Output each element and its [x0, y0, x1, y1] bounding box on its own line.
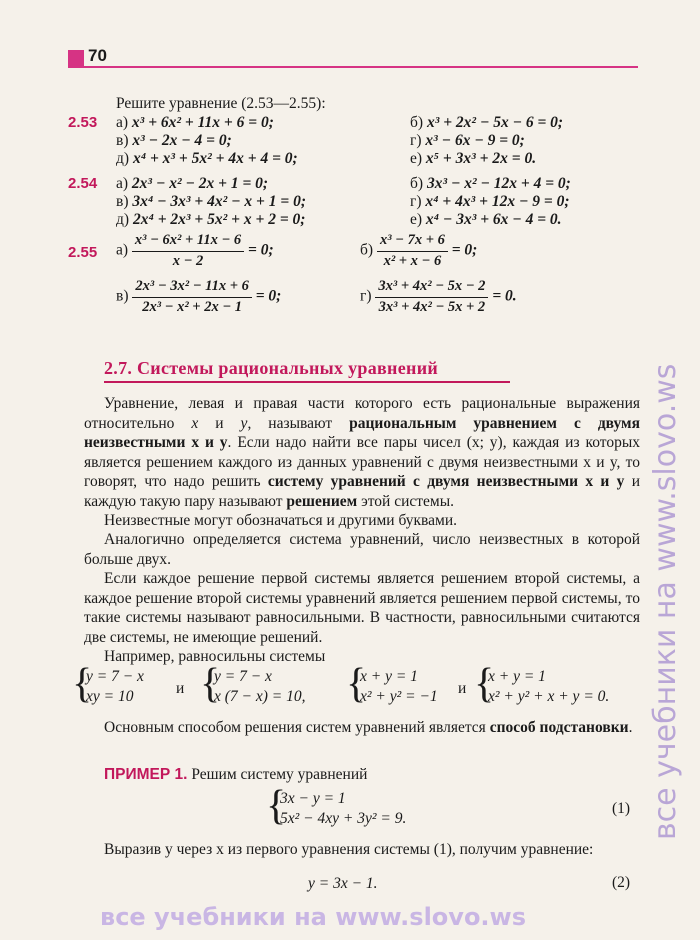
ex-2-53-g: г) x³ − 6x − 9 = 0; — [410, 132, 525, 149]
ex-2-54-e: е) x⁴ − 3x³ + 6x − 4 = 0. — [410, 211, 562, 228]
exercise-number-2-54: 2.54 — [68, 175, 98, 192]
substitution-paragraph: Основным способом решения систем уравнений является способ подстановки. — [104, 719, 633, 736]
header-rule — [68, 66, 638, 68]
ex-2-54-v: в) 3x⁴ − 3x³ + 4x² − x + 1 = 0; — [116, 193, 306, 210]
page-number: 70 — [88, 46, 107, 65]
ex-2-53-e: е) x⁵ + 3x³ + 2x = 0. — [410, 150, 537, 167]
ex-2-54-g: г) x⁴ + 4x³ + 12x − 9 = 0; — [410, 193, 570, 210]
bottom-watermark: все учебники на www.slovo.ws — [100, 903, 526, 931]
and-word-2: и — [458, 680, 467, 697]
section-title-underline — [104, 381, 510, 383]
exercise-number-2-53: 2.53 — [68, 114, 98, 131]
exercise-number-2-55: 2.55 — [68, 244, 98, 261]
ex-2-55-b: б) $\frac{\text{x³ − 7x + 6}}{\text{x² + x − 6}}$ = 0; — [360, 232, 478, 269]
page-number-marker — [68, 50, 84, 66]
more-unknowns-paragraph: Аналогично определяется система уравнений, число неизвестных в которой больше двух. — [84, 531, 640, 568]
ex-2-53-a: а) x³ + 6x² + 11x + 6 = 0; — [116, 114, 274, 131]
equation-2: y = 3x − 1. — [308, 875, 378, 892]
express-y-paragraph: Выразив y через x из первого уравнения системы (1), получим уравнение: — [104, 841, 594, 858]
exercise-intro: Решите уравнение (2.53—2.55): — [116, 95, 326, 112]
equation-tag-2: (2) — [612, 874, 631, 891]
letters-paragraph: Неизвестные могут обозначаться и другими буквами. — [104, 512, 458, 529]
and-word-1: и — [176, 680, 185, 697]
ex-2-53-b: б) x³ + 2x² − 5x − 6 = 0; — [410, 114, 564, 131]
ex-2-54-d: д) 2x⁴ + 2x³ + 5x² + x + 2 = 0; — [116, 211, 306, 228]
ex-2-54-a: а) 2x³ − x² − 2x + 1 = 0; — [116, 175, 269, 192]
example-heading: ПРИМЕР 1. Решим систему уравнений — [104, 766, 368, 783]
equation-tag-1: (1) — [612, 800, 631, 817]
section-title: 2.7. Системы рациональных уравнений — [104, 358, 439, 378]
ex-2-55-g: г) $\frac{\text{3x³ + 4x² − 5x − 2}}{\text{3x³ + 4x² − 5x + 2}}$ = 0. — [360, 278, 517, 315]
ex-2-53-d: д) x⁴ + x³ + 5x² + 4x + 4 = 0; — [116, 150, 298, 167]
ex-2-54-b: б) 3x³ − x² − 12x + 4 = 0; — [410, 175, 571, 192]
ex-2-55-a: а) $\frac{\text{x³ − 6x² + 11x − 6}}{x - 2}$ = 0; — [116, 232, 274, 269]
side-watermark: все учебники на www.slovo.ws — [648, 363, 683, 840]
definition-paragraph: Уравнение, левая и правая части которого есть рациональные выражения относительно x и y, называют рациональным уравнением с двумя неизвестными x и y. Если надо найти все пары чисел (x; y), каждая из которых является решением каждого из данных уравнений с двумя неизвестными x и y, то говорят, что надо решить систему уравнений с двумя неизвестными x и y и каждую такую пару называют решением этой системы. — [84, 395, 640, 510]
example-intro-paragraph: Например, равносильны системы — [104, 648, 326, 665]
equivalence-paragraph: Если каждое решение первой системы является решением второй системы, а каждое решение второй системы уравнений является решением первой системы, то такие системы называют равносильными. В частности, равносильными считаются две системы, не имеющие решений. — [84, 570, 640, 646]
ex-2-53-v: в) x³ − 2x − 4 = 0; — [116, 132, 232, 149]
ex-2-55-v: в) $\frac{\text{2x³ − 3x² − 11x + 6}}{\text{2x³ − x² + 2x − 1}}$ = 0; — [116, 278, 282, 315]
